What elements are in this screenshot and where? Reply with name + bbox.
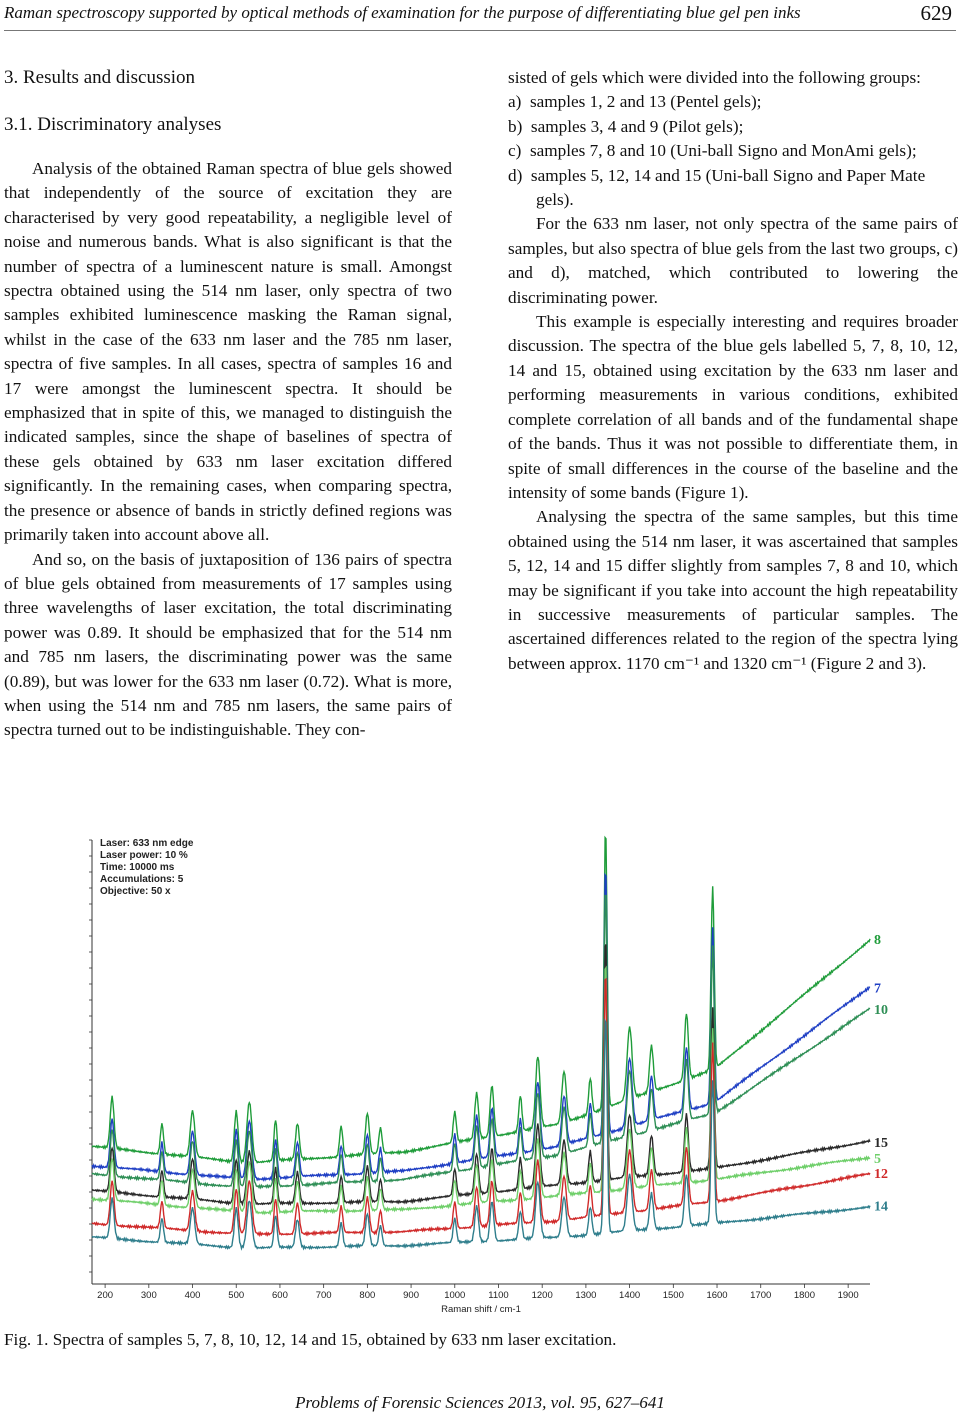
spectra-chart [80,832,895,1320]
list-item: c) samples 7, 8 and 10 (Uni-ball Signo and MonAmi gels); [508,141,917,161]
x-tick-label: 600 [272,1290,288,1301]
section-heading: 3. Results and discussion [4,67,196,88]
x-tick-label: 800 [359,1290,376,1301]
x-tick-label: 200 [97,1290,114,1301]
journal-footer: Problems of Forensic Sciences 2013, vol. 95, 627–641 [295,1393,665,1412]
list-item: d) samples 5, 12, 14 and 15 (Uni-ball Signo and Paper Mate gels). [508,165,926,210]
spectrum-series-line [92,979,870,1235]
x-tick-label: 1400 [619,1290,641,1301]
body-paragraph: sisted of gels which were divided into the following groups: [508,68,921,87]
left-column [4,66,452,743]
x-tick-label: 1000 [444,1290,466,1301]
list-item: a) samples 1, 2 and 13 (Pentel gels); [508,92,762,112]
x-axis-label: Raman shift / cm-1 [441,1304,521,1315]
x-tick-label: 1700 [750,1290,772,1301]
x-tick-label: 1800 [793,1290,816,1301]
figure-caption: Fig. 1. Spectra of samples 5, 7, 8, 10, 12, 14 and 15, obtained by 633 nm laser excitation. [4,1330,617,1349]
body-paragraph: This example is especially interesting and requires broader discussion. The spectra of the blue gels labelled 5, 7, 8, 10, 12, 14 and 15, obtained using excitation by the 633 nm laser and performing measurements in various conditions, exhibited complete correlation of all bands and of the fundamental shape of the bands. Thus it was not possible to differentiate them, in spite of small differences in the course of the baseline and the intensity of some bands (Figure 1). [508,312,958,502]
list-item: b) samples 3, 4 and 9 (Pilot gels); [508,116,744,136]
x-tick-label: 300 [140,1290,157,1301]
right-column [508,66,958,676]
acquisition-info-line: Laser: 633 nm edge [100,838,194,849]
series-label: 14 [874,1199,888,1215]
x-tick-label: 1300 [575,1290,597,1301]
body-paragraph: Analysing the spectra of the same samples, but this time obtained using the 514 nm laser, it was ascertained that samples 5, 12, 14 and 15 differ slightly from samples 7, 8 and 10, which may be significant if you take into account the high repeatability in successive measurements of particular samples. The ascertained differences related to the region of the spectra lying between approx. 1170 cm⁻¹ and 1320 cm⁻¹ (Figure 2 and 3). [508,507,958,673]
series-label: 5 [874,1151,881,1167]
spectrum-series-line [92,838,870,1163]
spectrum-series-line [92,896,870,1188]
acquisition-info-line: Accumulations: 5 [100,874,184,885]
subsection-heading: 3.1. Discriminatory analyses [4,114,222,135]
body-paragraph: Analysis of the obtained Raman spectra of blue gels showed that independently of the source of excitation they are characterised by very good repeatability, a negligible level of noise and numerous bands. What is also significant is that the number of spectra of a luminescent nature is small. Amongst spectra obtained using the 514 nm laser, only spectra of two samples exhibited luminescence masking the Raman signal, whilst in the case of the 633 nm laser and the 785 nm laser, spectra of five samples. In all cases, spectra of samples 16 and 17 were amongst the luminescent spectra. It should be emphasized that in spite of this, we managed to distinguish the indicated samples, since the shape of baselines of spectra of these gels obtained by 633 nm laser excitation differed significantly. In the remaining cases, when comparing spectra, the presence or absence of bands in strictly defined regions was primarily taken into account above all. [4,159,452,545]
x-tick-label: 900 [403,1290,419,1301]
acquisition-info-line: Objective: 50 x [100,886,171,897]
series-label: 12 [874,1167,888,1183]
page-number: 629 [920,1,952,25]
x-tick-label: 700 [315,1290,332,1301]
acquisition-info-line: Laser power: 10 % [100,850,188,861]
x-tick-label: 1600 [706,1290,728,1301]
series-label: 15 [874,1135,888,1151]
figure-1 [80,832,895,1320]
series-label: 10 [874,1002,888,1018]
x-tick-label: 1900 [837,1290,859,1301]
series-label: 8 [874,932,881,948]
x-tick-label: 1100 [488,1290,509,1301]
running-title: Raman spectroscopy supported by optical methods of examination for the purpose of differentiating blue gel pen inks [4,3,801,22]
x-tick-label: 1200 [531,1290,553,1301]
running-header [4,0,956,31]
body-paragraph: For the 633 nm laser, not only spectra of the same pairs of samples, but also spectra of blue gels from the last two groups, c) and d), matched, which contributed to lowering the discriminating power. [508,214,958,307]
series-label: 7 [874,981,881,997]
x-tick-label: 400 [184,1290,201,1301]
x-tick-label: 500 [228,1290,245,1301]
acquisition-info-line: Time: 10000 ms [100,862,175,873]
group-list [508,90,958,212]
x-tick-label: 1500 [662,1290,684,1301]
body-paragraph: And so, on the basis of juxtaposition of 136 pairs of spectra of blue gels obtained from measurements of 17 samples using three wavelengths of laser excitation, the total discriminating power was 0.89. It should be emphasized that for the 514 nm and 785 nm lasers, the discriminating power was the same (0.89), but was lower for the 633 nm laser (0.72). What is more, when using the 514 nm and 785 nm lasers, the same pairs of spectra turned out to be indistinguishable. They con- [4,549,452,740]
